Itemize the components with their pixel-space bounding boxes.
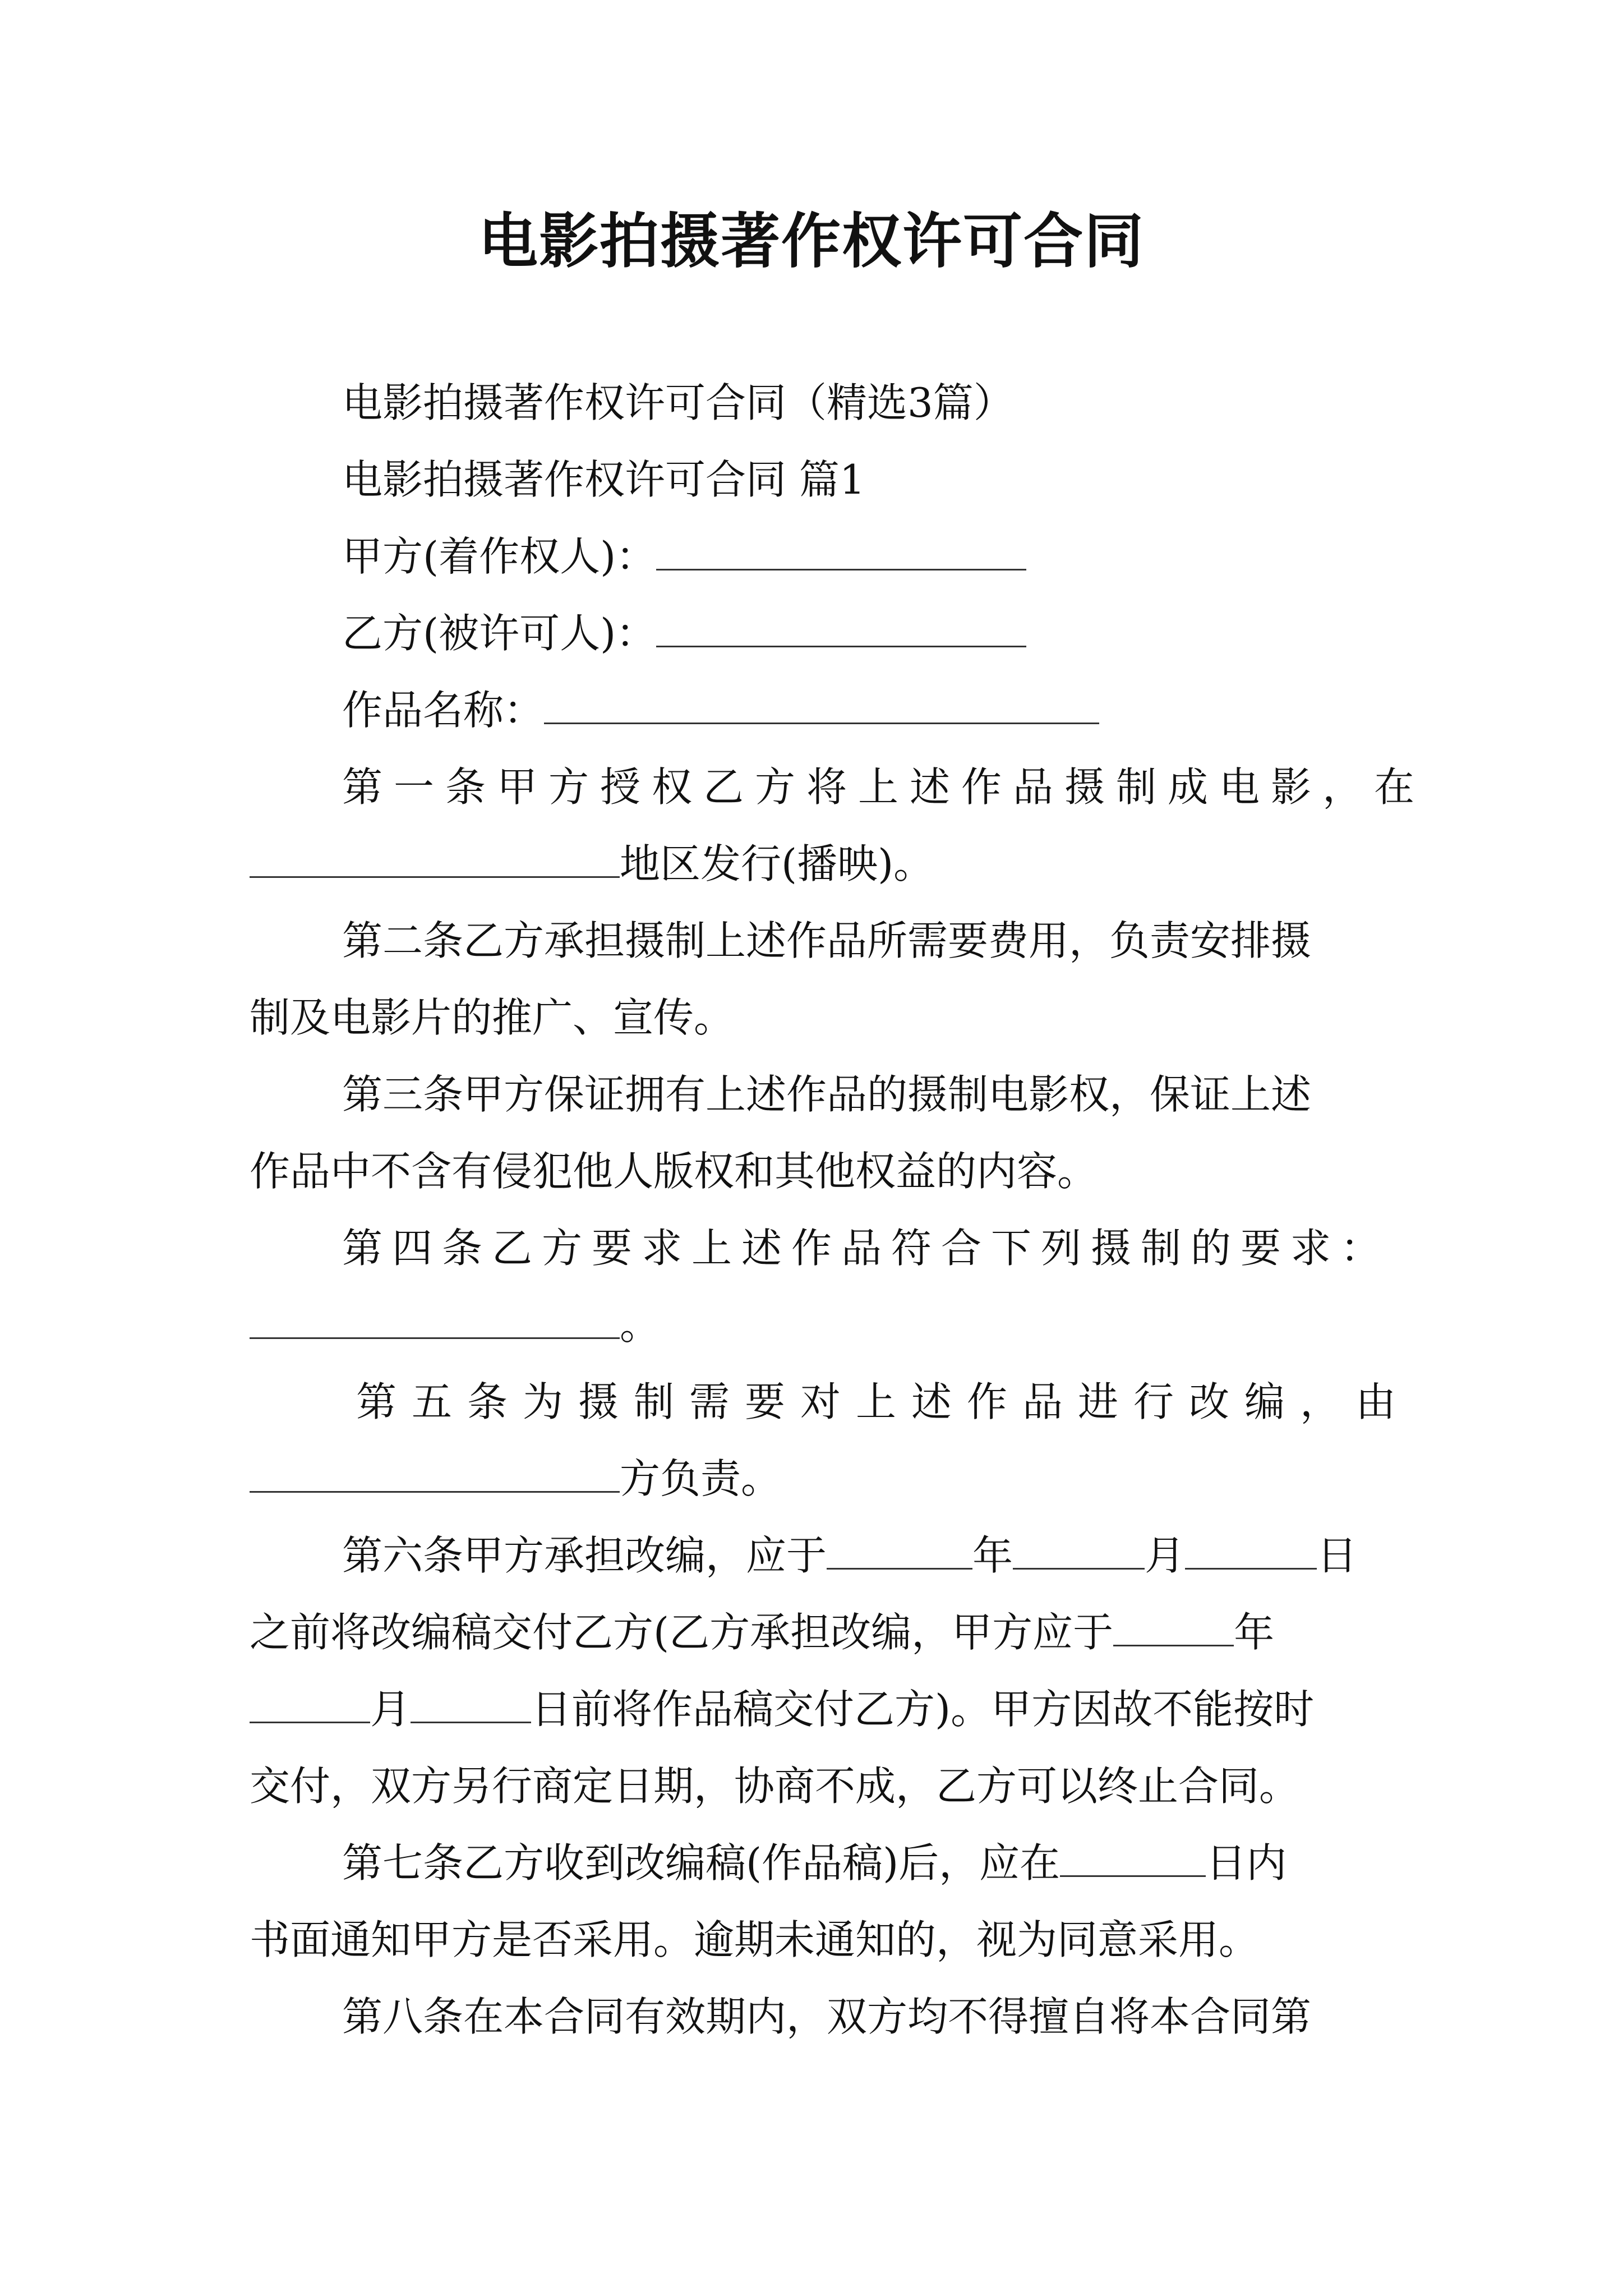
clause-6-day-label: 日 bbox=[1317, 1532, 1358, 1579]
clause-4-line-1 bbox=[250, 1210, 1391, 1287]
clause-4-end: 。 bbox=[620, 1301, 661, 1349]
clause-7-line-1 bbox=[250, 1825, 1388, 1902]
clause-5-text: 第五条为摄制需要对上述作品进行改编，由 bbox=[356, 1378, 1412, 1425]
clause-3-line-2: 作品中不含有侵犯他人版权和其他权益的内容。 bbox=[250, 1148, 1098, 1195]
clause-6-year-label: 年 bbox=[972, 1532, 1013, 1579]
clause-5-line-2 bbox=[250, 1441, 1388, 1517]
clause-6-month2-blank bbox=[250, 1688, 370, 1723]
clause-7-blank bbox=[1060, 1842, 1206, 1877]
clause-6-line-4: 交付，双方另行商定日期，协商不成，乙方可以终止合同。 bbox=[250, 1763, 1300, 1810]
clause-6-line-2-text: 之前将改编稿交付乙方(乙方承担改编，甲方应于 bbox=[250, 1609, 1114, 1656]
clause-5-end: 方负责。 bbox=[620, 1455, 782, 1502]
work-name-blank bbox=[544, 689, 1099, 724]
clause-6-text: 第六条甲方承担改编，应于 bbox=[342, 1532, 827, 1579]
clause-6-line-3 bbox=[250, 1671, 1388, 1748]
section-heading: 电影拍摄著作权许可合同 篇1 bbox=[342, 456, 865, 503]
clause-6-day2-blank bbox=[411, 1688, 531, 1723]
clause-2-line-1: 第二条乙方承担摄制上述作品所需要费用，负责安排摄 bbox=[342, 917, 1312, 964]
clause-6-line-1 bbox=[250, 1517, 1388, 1594]
clause-4-line-2 bbox=[250, 1287, 1388, 1364]
party-b-label: 乙方(被许可人)： bbox=[342, 610, 657, 657]
clause-8-line-1: 第八条在本合同有效期内，双方均不得擅自将本合同第 bbox=[342, 1993, 1312, 2040]
subtitle-line: 电影拍摄著作权许可合同（精选3篇） bbox=[342, 379, 1014, 426]
clause-4-blank bbox=[250, 1304, 620, 1339]
document-title: 电影拍摄著作权许可合同 bbox=[478, 206, 1145, 276]
party-a-blank bbox=[656, 535, 1026, 570]
clause-1-end: 地区发行(播映)。 bbox=[620, 840, 934, 887]
clause-4-text: 第四条乙方要求上述作品符合下列摄制的要求： bbox=[342, 1225, 1391, 1272]
clause-1-text: 第一条甲方授权乙方将上述作品摄制成电影，在 bbox=[342, 763, 1426, 811]
clause-3-line-1: 第三条甲方保证拥有上述作品的摄制电影权，保证上述 bbox=[342, 1071, 1312, 1118]
clause-6-line-3-text: 日前将作品稿交付乙方)。甲方因故不能按时 bbox=[531, 1686, 1315, 1733]
party-a-line bbox=[250, 518, 1388, 595]
clause-5-line-1 bbox=[250, 1364, 1412, 1441]
work-name-label: 作品名称： bbox=[342, 687, 545, 734]
clause-7-text: 第七条乙方收到改编稿(作品稿)后，应在 bbox=[342, 1839, 1061, 1887]
clause-6-year-blank bbox=[827, 1534, 972, 1570]
clause-6-year2-blank bbox=[1113, 1611, 1234, 1646]
clause-6-month-blank bbox=[1013, 1534, 1145, 1570]
party-b-blank bbox=[656, 612, 1026, 647]
clause-5-blank bbox=[250, 1457, 620, 1493]
clause-1-line-1 bbox=[250, 749, 1426, 826]
party-b-line bbox=[250, 595, 1388, 672]
clause-1-line-2 bbox=[250, 826, 1388, 903]
clause-6-line-2 bbox=[250, 1594, 1388, 1671]
clause-7-end: 日内 bbox=[1206, 1839, 1287, 1887]
party-a-label: 甲方(着作权人)： bbox=[342, 533, 657, 580]
clause-6-month2-label: 月 bbox=[370, 1686, 411, 1733]
document-body bbox=[250, 365, 1426, 2055]
clause-6-year2-label: 年 bbox=[1234, 1609, 1275, 1656]
work-name-line bbox=[250, 672, 1388, 749]
clause-6-month-label: 月 bbox=[1145, 1532, 1186, 1579]
clause-2-line-2: 制及电影片的推广、宣传。 bbox=[250, 994, 735, 1041]
clause-7-line-2: 书面通知甲方是否采用。逾期未通知的，视为同意采用。 bbox=[250, 1916, 1260, 1963]
clause-1-blank bbox=[250, 843, 620, 878]
clause-6-day-blank bbox=[1185, 1534, 1317, 1570]
